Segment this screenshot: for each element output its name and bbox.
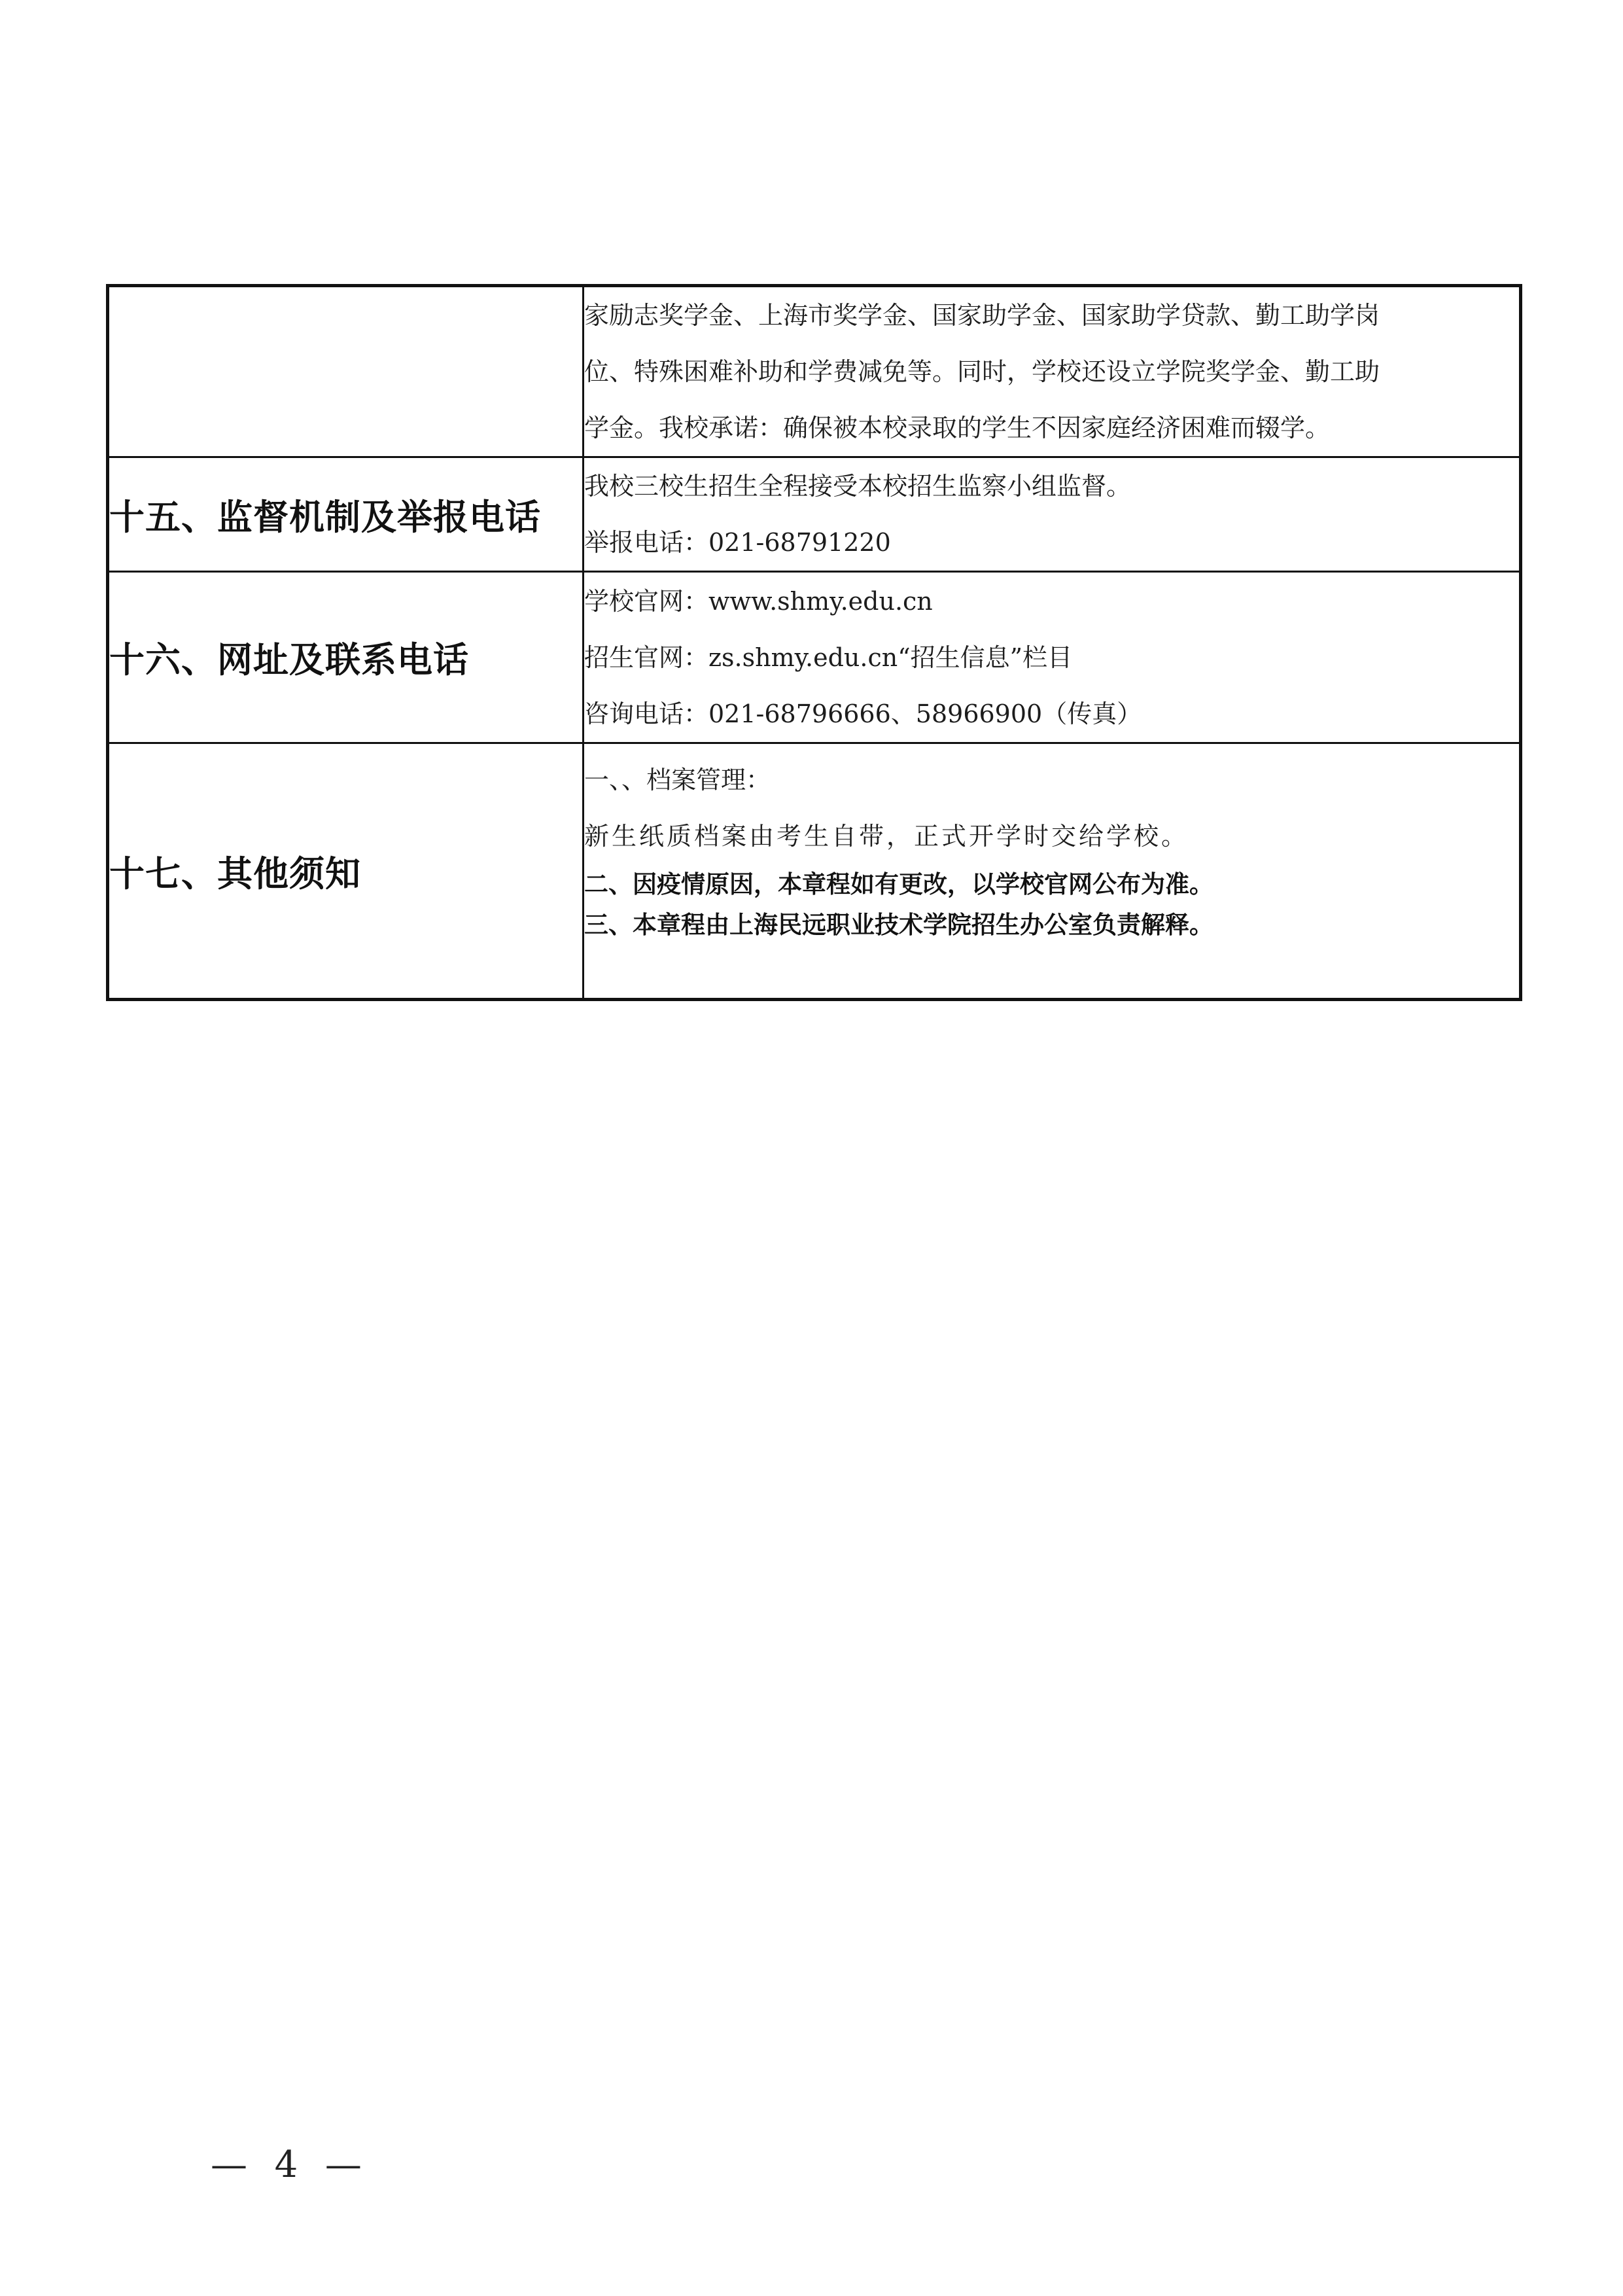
content-line: 学校官网：www.shmy.edu.cn <box>584 586 933 616</box>
content-line: 一、、档案管理： <box>584 766 771 794</box>
row-content <box>584 572 1521 743</box>
row-heading: 十六、网址及联系电话 <box>108 572 584 743</box>
table-row <box>108 457 1521 572</box>
table-row <box>108 743 1521 1000</box>
row-heading: 十五、监督机制及举报电话 <box>108 457 584 572</box>
content-line: 我校三校生招生全程接受本校招生监察小组监督。 <box>584 472 1132 501</box>
row-content <box>584 743 1521 1000</box>
content-line: 三、本章程由上海民远职业技术学院招生办公室负责解释。 <box>584 911 1213 939</box>
row-content <box>584 286 1521 457</box>
content-line: 家励志奖学金、上海市奖学金、国家助学金、国家助学贷款、勤工助学岗 <box>584 301 1380 330</box>
content-line: 学金。我校承诺：确保被本校录取的学生不因家庭经济困难而辍学。 <box>584 414 1331 442</box>
row-heading: 十七、其他须知 <box>108 743 584 1000</box>
content-line: 新生纸质档案由考生自带，正式开学时交给学校。 <box>584 822 1189 851</box>
table-row <box>108 286 1521 457</box>
content-line: 招生官网：zs.shmy.edu.cn“招生信息”栏目 <box>584 643 1073 672</box>
page-number: — 4 — <box>211 2144 363 2186</box>
admissions-info-table <box>106 284 1522 1001</box>
content-line: 位、特殊困难补助和学费减免等。同时，学校还设立学院奖学金、勤工助 <box>584 357 1380 386</box>
content-line: 二、因疫情原因，本章程如有更改，以学校官网公布为准。 <box>584 870 1213 898</box>
content-line: 举报电话：021-68791220 <box>584 528 891 557</box>
table-row <box>108 572 1521 743</box>
content-line: 咨询电话：021-68796666、58966900（传真） <box>584 699 1142 728</box>
row-heading <box>108 286 584 457</box>
row-content <box>584 457 1521 572</box>
